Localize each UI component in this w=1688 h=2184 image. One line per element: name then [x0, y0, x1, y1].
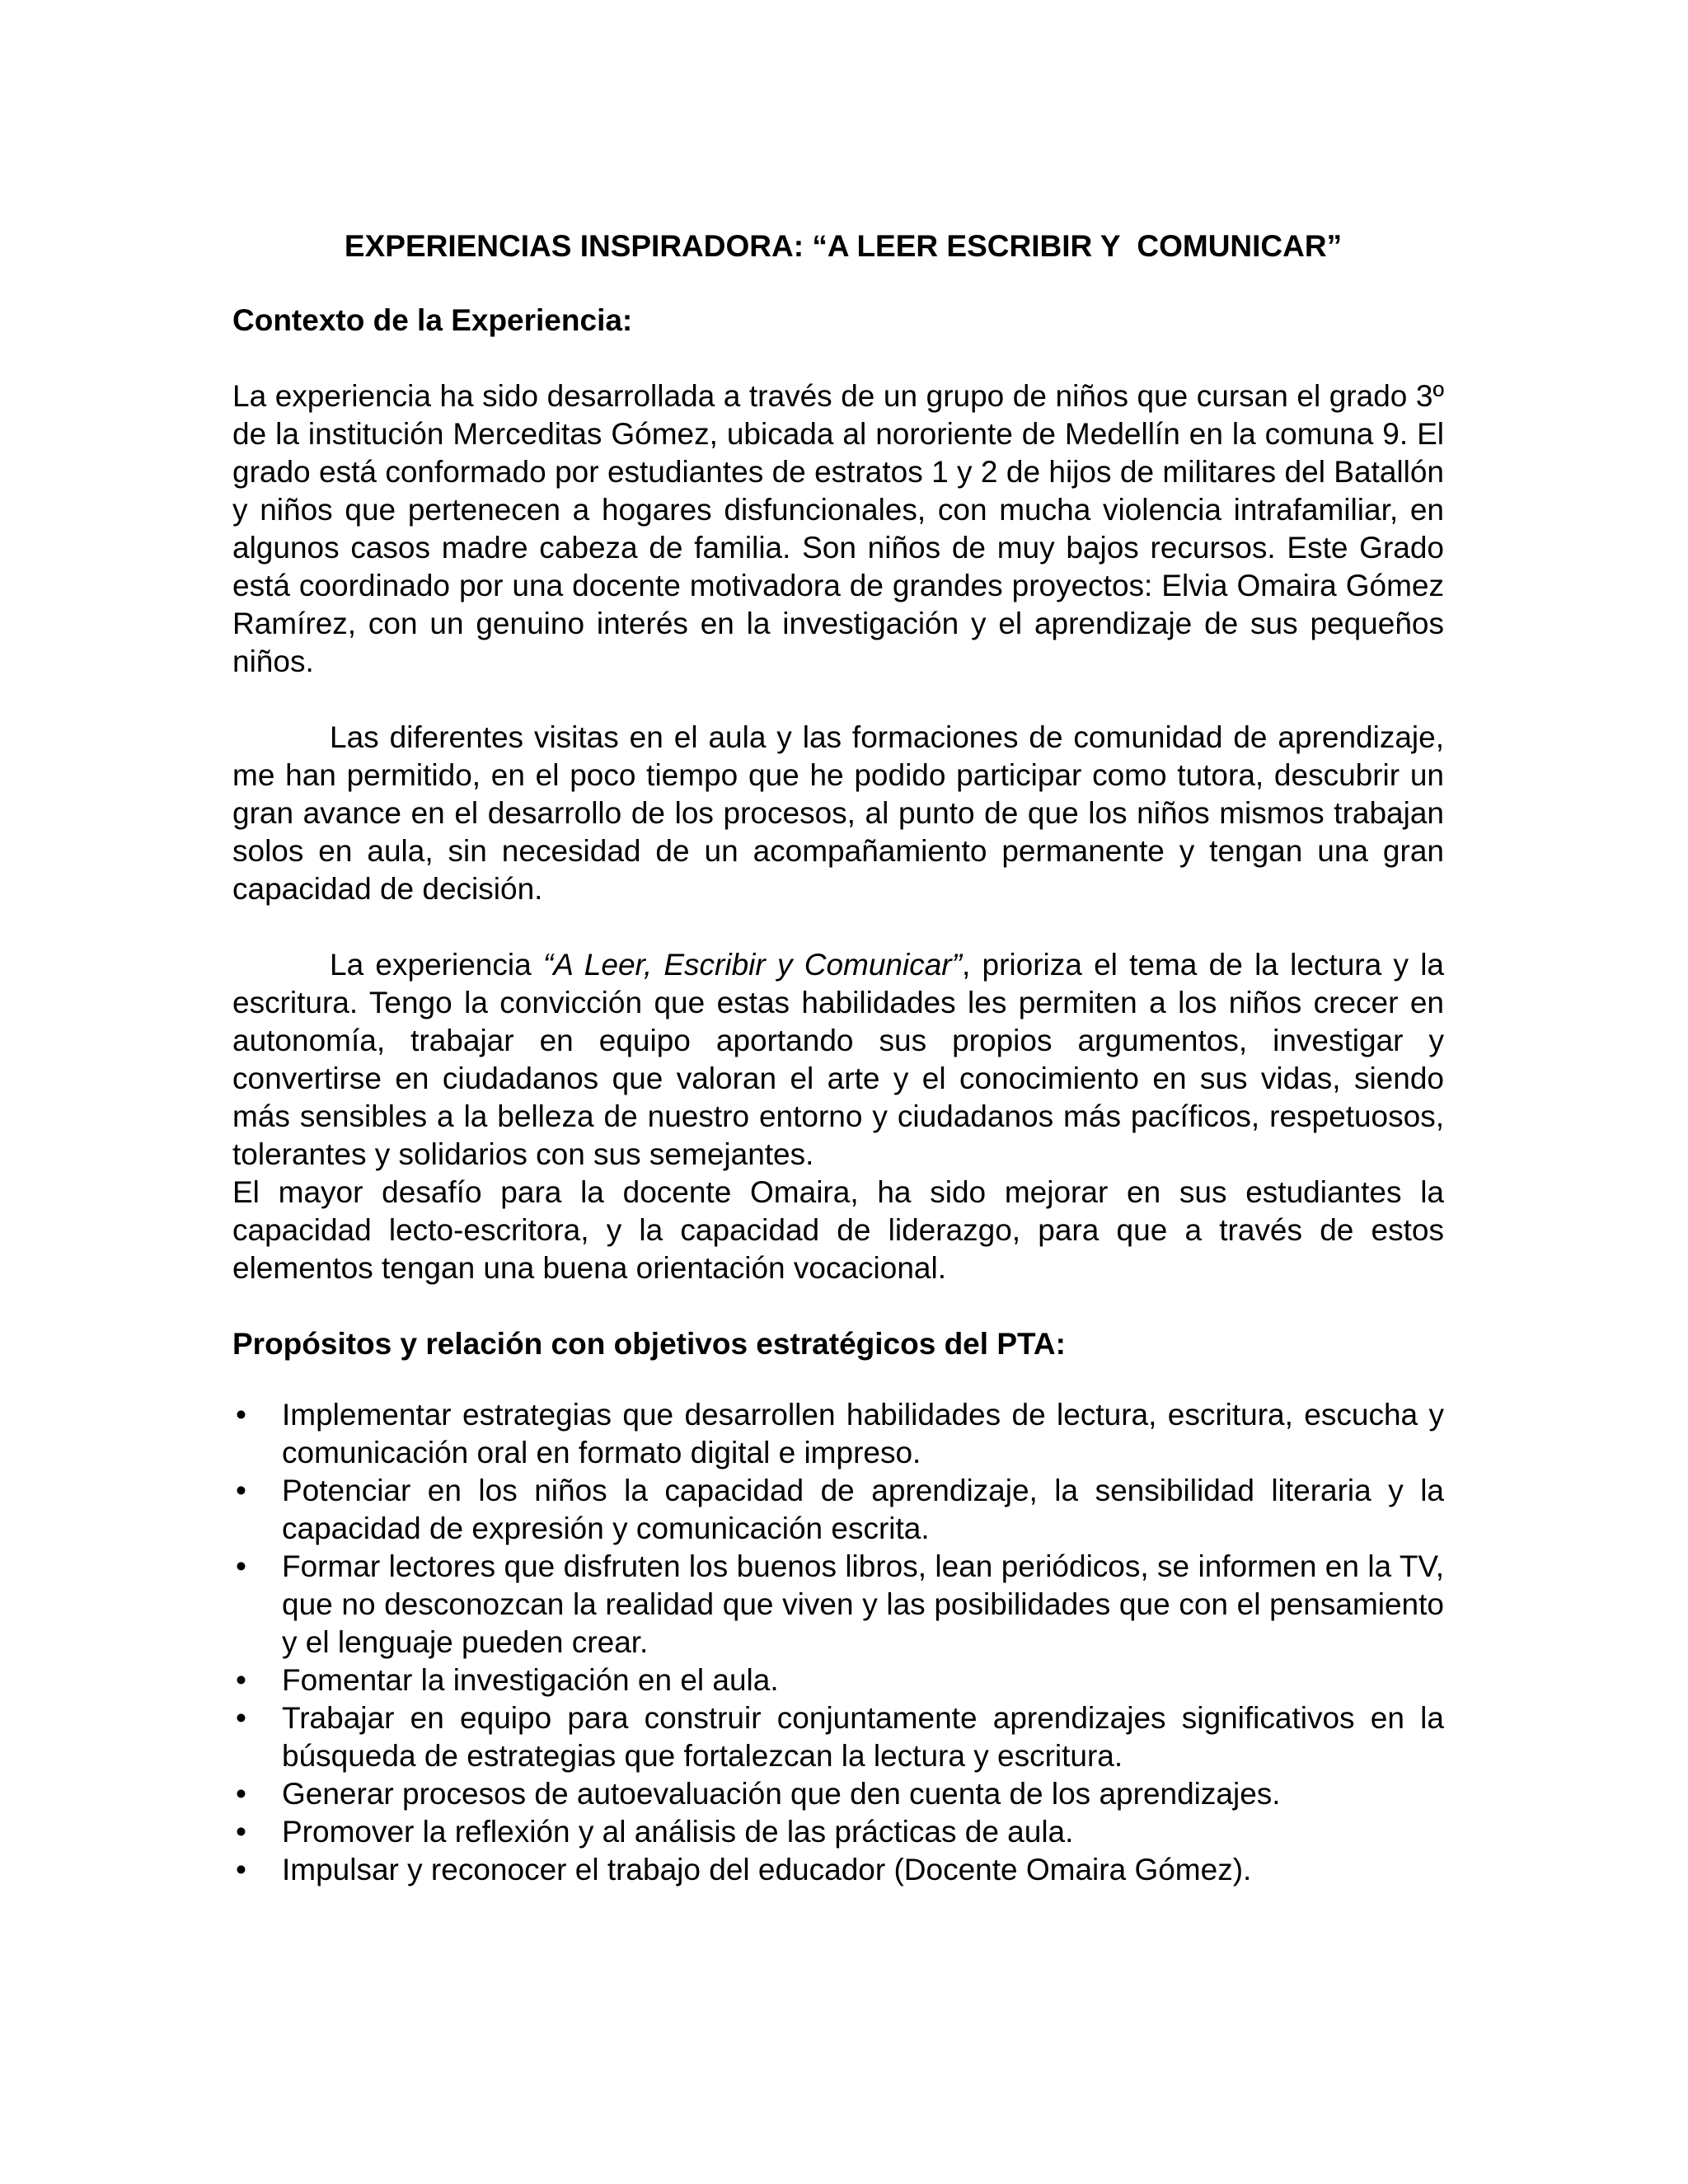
- context-paragraph-3: [232, 946, 1444, 1174]
- list-item-text: Generar procesos de autoevaluación que den cuenta de los aprendizajes.: [282, 1777, 1281, 1811]
- list-item: [232, 1851, 1444, 1889]
- bullet-icon: •: [236, 1777, 246, 1811]
- list-item-text: Trabajar en equipo para construir conjuntamente aprendizajes significativos en la búsqueda de estrategias que fortalezcan la lectura y escritura.: [282, 1701, 1444, 1773]
- context-paragraph-1: La experiencia ha sido desarrollada a través de un grupo de niños que cursan el grado 3º de la institución Merceditas Gómez, ubicada al nororiente de Medellín en la comuna 9. El grado está conformado por estudiantes de estratos 1 y 2 de hijos de militares del Batallón y niños que pertenecen a hogares disfuncionales, con mucha violencia intrafamiliar, en algunos casos madre cabeza de familia. Son niños de muy bajos recursos. Este Grado está coordinado por una docente motivadora de grandes proyectos: Elvia Omaira Gómez Ramírez, con un genuino interés en la investigación y el aprendizaje de sus pequeños niños.: [232, 379, 1444, 678]
- paragraph-3-start: La experiencia: [330, 948, 543, 982]
- list-item-text: Fomentar la investigación en el aula.: [282, 1663, 779, 1697]
- list-item: [232, 1548, 1444, 1661]
- list-item-text: Formar lectores que disfruten los buenos libros, lean periódicos, se informen en la TV, que no desconozcan la realidad que viven y las posibilidades que con el pensamiento y el lenguaje pueden crear.: [282, 1549, 1444, 1659]
- list-item-text: Implementar estrategias que desarrollen habilidades de lectura, escritura, escucha y comunicación oral en formato digital e impreso.: [282, 1398, 1444, 1469]
- project-name-italic: “A Leer, Escribir y Comunicar”: [542, 948, 962, 982]
- bullet-icon: •: [236, 1398, 246, 1432]
- purposes-heading: Propósitos y relación con objetivos estratégicos del PTA:: [232, 1327, 1066, 1361]
- list-item: [232, 1661, 1444, 1699]
- context-paragraph-4: El mayor desafío para la docente Omaira, ha sido mejorar en sus estudiantes la capacidad lecto-escritora, y la capacidad de liderazgo, para que a través de estos elementos tengan una buena orientación vocacional.: [232, 1175, 1444, 1285]
- bullet-icon: •: [236, 1663, 246, 1697]
- bullet-icon: •: [236, 1474, 246, 1507]
- list-item: [232, 1396, 1444, 1472]
- bullet-icon: •: [236, 1815, 246, 1849]
- paragraph-3-end: , prioriza el tema de la lectura y la escritura. Tengo la convicción que estas habilidades les permiten a los niños crecer en autonomía, trabajar en equipo aportando sus propios argumentos, investigar y convertirse en ciudadanos que valoran el arte y el conocimiento en sus vidas, siendo más sensibles a la belleza de nuestro entorno y ciudadanos más pacíficos, respetuosos, tolerantes y solidarios con sus semejantes.: [232, 948, 1445, 1171]
- document-title: EXPERIENCIAS INSPIRADORA: “A LEER ESCRIBIR Y COMUNICAR”: [344, 229, 1343, 263]
- document-page: [232, 227, 1444, 1889]
- list-item-text: Impulsar y reconocer el trabajo del educador (Docente Omaira Gómez).: [282, 1853, 1252, 1886]
- list-item: [232, 1472, 1444, 1548]
- bullet-icon: •: [236, 1701, 246, 1735]
- list-item: [232, 1813, 1444, 1851]
- purposes-list: [232, 1396, 1444, 1889]
- context-paragraph-2: Las diferentes visitas en el aula y las formaciones de comunidad de aprendizaje, me han permitido, en el poco tiempo que he podido participar como tutora, descubrir un gran avance en el desarrollo de los procesos, al punto de que los niños mismos trabajan solos en aula, sin necesidad de un acompañamiento permanente y tengan una gran capacidad de decisión.: [232, 720, 1444, 906]
- list-item: [232, 1775, 1444, 1813]
- bullet-icon: •: [236, 1853, 246, 1886]
- list-item-text: Potenciar en los niños la capacidad de aprendizaje, la sensibilidad literaria y la capacidad de expresión y comunicación escrita.: [282, 1474, 1444, 1545]
- list-item-text: Promover la reflexión y al análisis de las prácticas de aula.: [282, 1815, 1074, 1849]
- bullet-icon: •: [236, 1549, 246, 1583]
- list-item: [232, 1699, 1444, 1775]
- context-heading: Contexto de la Experiencia:: [232, 303, 633, 337]
